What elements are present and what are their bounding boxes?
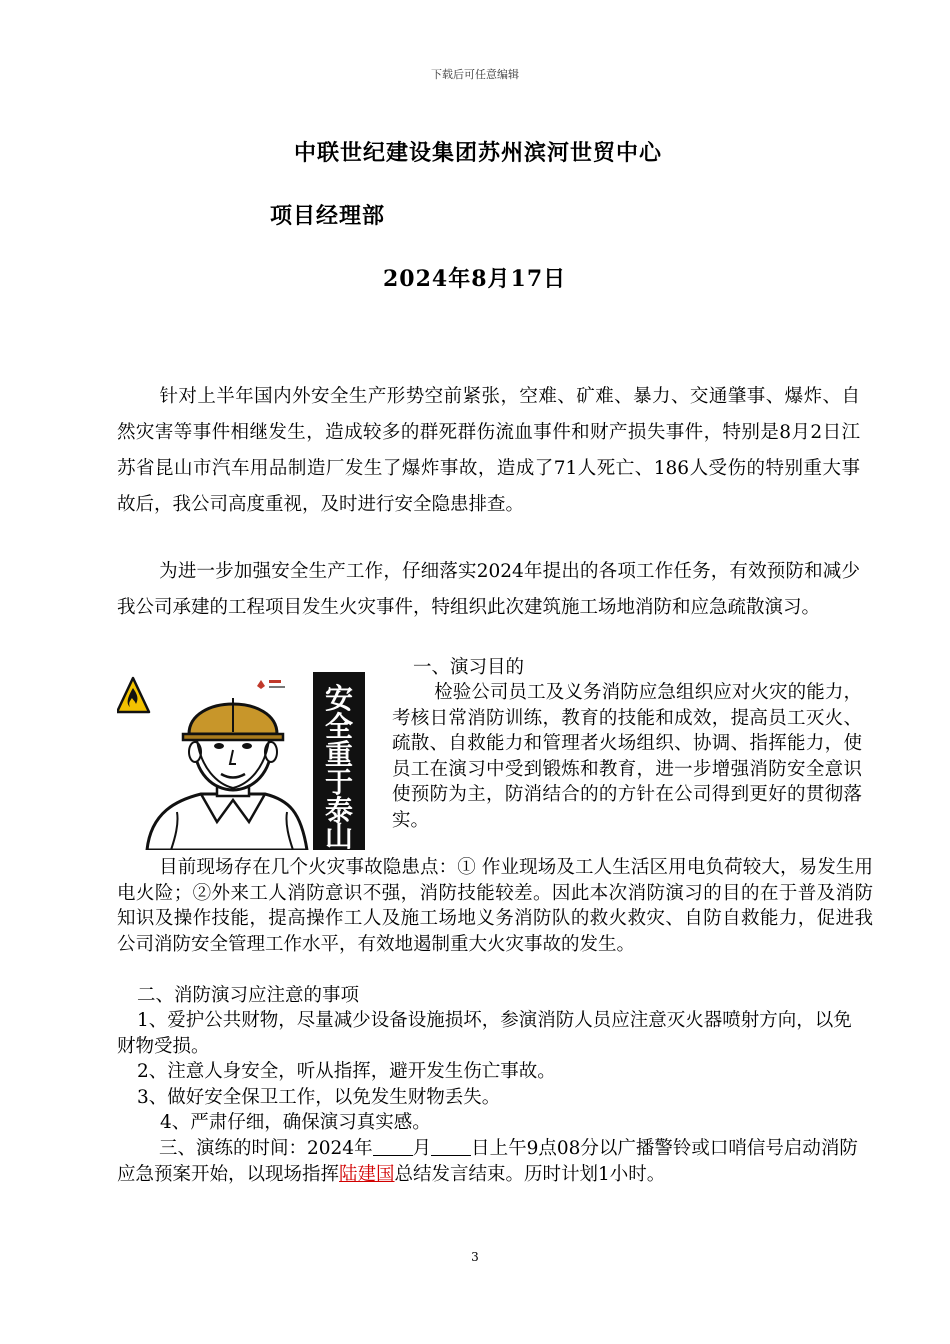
- commander-name-link[interactable]: 陆建国: [339, 1163, 395, 1185]
- day-blank: [431, 1137, 471, 1156]
- hazards-text: 目前现场存在几个火灾事故隐患点：① 作业现场及工人生活区用电负荷较大，易发生用电火险；②外来工人消防意识不强，消防技能较差。因此本次消防演习的目的在于普及消防知识及操作技能，提高操作工人及施工场地义务消防队的救火救灾、自防自救能力，促进我公司消防安全管理工作水平，有效地遏制重大火灾事故的发生。: [117, 857, 873, 955]
- precaution-item-2: 2、注意人身安全，听从指挥，避开发生伤亡事故。: [137, 1061, 556, 1082]
- header-note: 下载后可任意编辑: [431, 68, 519, 81]
- svg-text:于: 于: [324, 766, 354, 799]
- purpose-text: 为进一步加强安全生产工作，仔细落实2024年提出的各项工作任务，有效预防和减少我公司承建的工程项目发生火灾事件，特组织此次建筑施工场地消防和应急疏散演习。: [117, 561, 860, 618]
- section2-heading: 二、消防演习应注意的事项: [137, 985, 360, 1006]
- intro-text: 针对上半年国内外安全生产形势空前紧张，空难、矿难、暴力、交通肇事、爆炸、自然灾害等事件相继发生，造成较多的群死群伤流血事件和财产损失事件，特别是8月2日江苏省昆山市汽车用品制造厂发生了爆炸事故，造成了71人死亡、186人受伤的特别重大事故后，我公司高度重视，及时进行安全隐患排查。: [117, 386, 860, 515]
- section1-text: 检验公司员工及义务消防应急组织应对火灾的能力，考核日常消防训练，教育的技能和成效，提高员工灭火、疏散、自救能力和管理者火场组织、协调、指挥能力，使员工在演习中受到锻炼和教育，进一步增强消防安全意识使预防为主，防消结合的的方针在公司得到更好的贯彻落实。: [392, 682, 862, 831]
- section3-text-2: 月: [412, 1138, 432, 1159]
- safety-poster-image: [117, 672, 365, 850]
- document-title: 中联世纪建设集团苏州滨河世贸中心: [294, 140, 663, 166]
- brand-logo-icon: [257, 680, 285, 689]
- svg-text:全: 全: [324, 710, 354, 743]
- purpose-paragraph: [117, 554, 860, 626]
- document-date: 2024年8月17日: [383, 266, 567, 292]
- section3-paragraph: [117, 1136, 867, 1187]
- month-blank: [373, 1137, 413, 1156]
- section3-text-4: 总结发言结束。历时计划1小时。: [394, 1163, 666, 1185]
- precaution-item-3: 3、做好安全保卫工作，以免发生财物丢失。: [137, 1087, 501, 1108]
- svg-text:泰: 泰: [324, 794, 354, 827]
- svg-text:安: 安: [324, 682, 354, 715]
- intro-paragraph: [117, 379, 860, 523]
- flammable-warning-icon: [117, 678, 149, 712]
- slogan-banner: [313, 672, 365, 850]
- svg-text:山: 山: [324, 820, 354, 850]
- section1-body: [392, 680, 862, 834]
- section1-heading: 一、演习目的: [413, 657, 525, 678]
- construction-worker-illustration: [147, 698, 307, 850]
- precaution-item-1: [117, 1008, 867, 1059]
- section3-text-1: 三、演练的时间：2024年: [159, 1138, 373, 1159]
- svg-text:重: 重: [324, 738, 354, 771]
- page-number: 3: [471, 1250, 479, 1264]
- section3-text-3: 日上午9点08分以广播警铃或口哨信号启动消防应急预案开始，以现场指挥: [117, 1138, 858, 1185]
- department-name: 项目经理部: [270, 203, 386, 229]
- hazards-paragraph: [117, 855, 873, 957]
- precaution-text-1: 1、爱护公共财物，尽量减少设备设施损坏，参演消防人员应注意灭火器喷射方向，以免财物受损。: [117, 1010, 852, 1057]
- precaution-item-4: 4、严肃仔细，确保演习真实感。: [160, 1112, 431, 1133]
